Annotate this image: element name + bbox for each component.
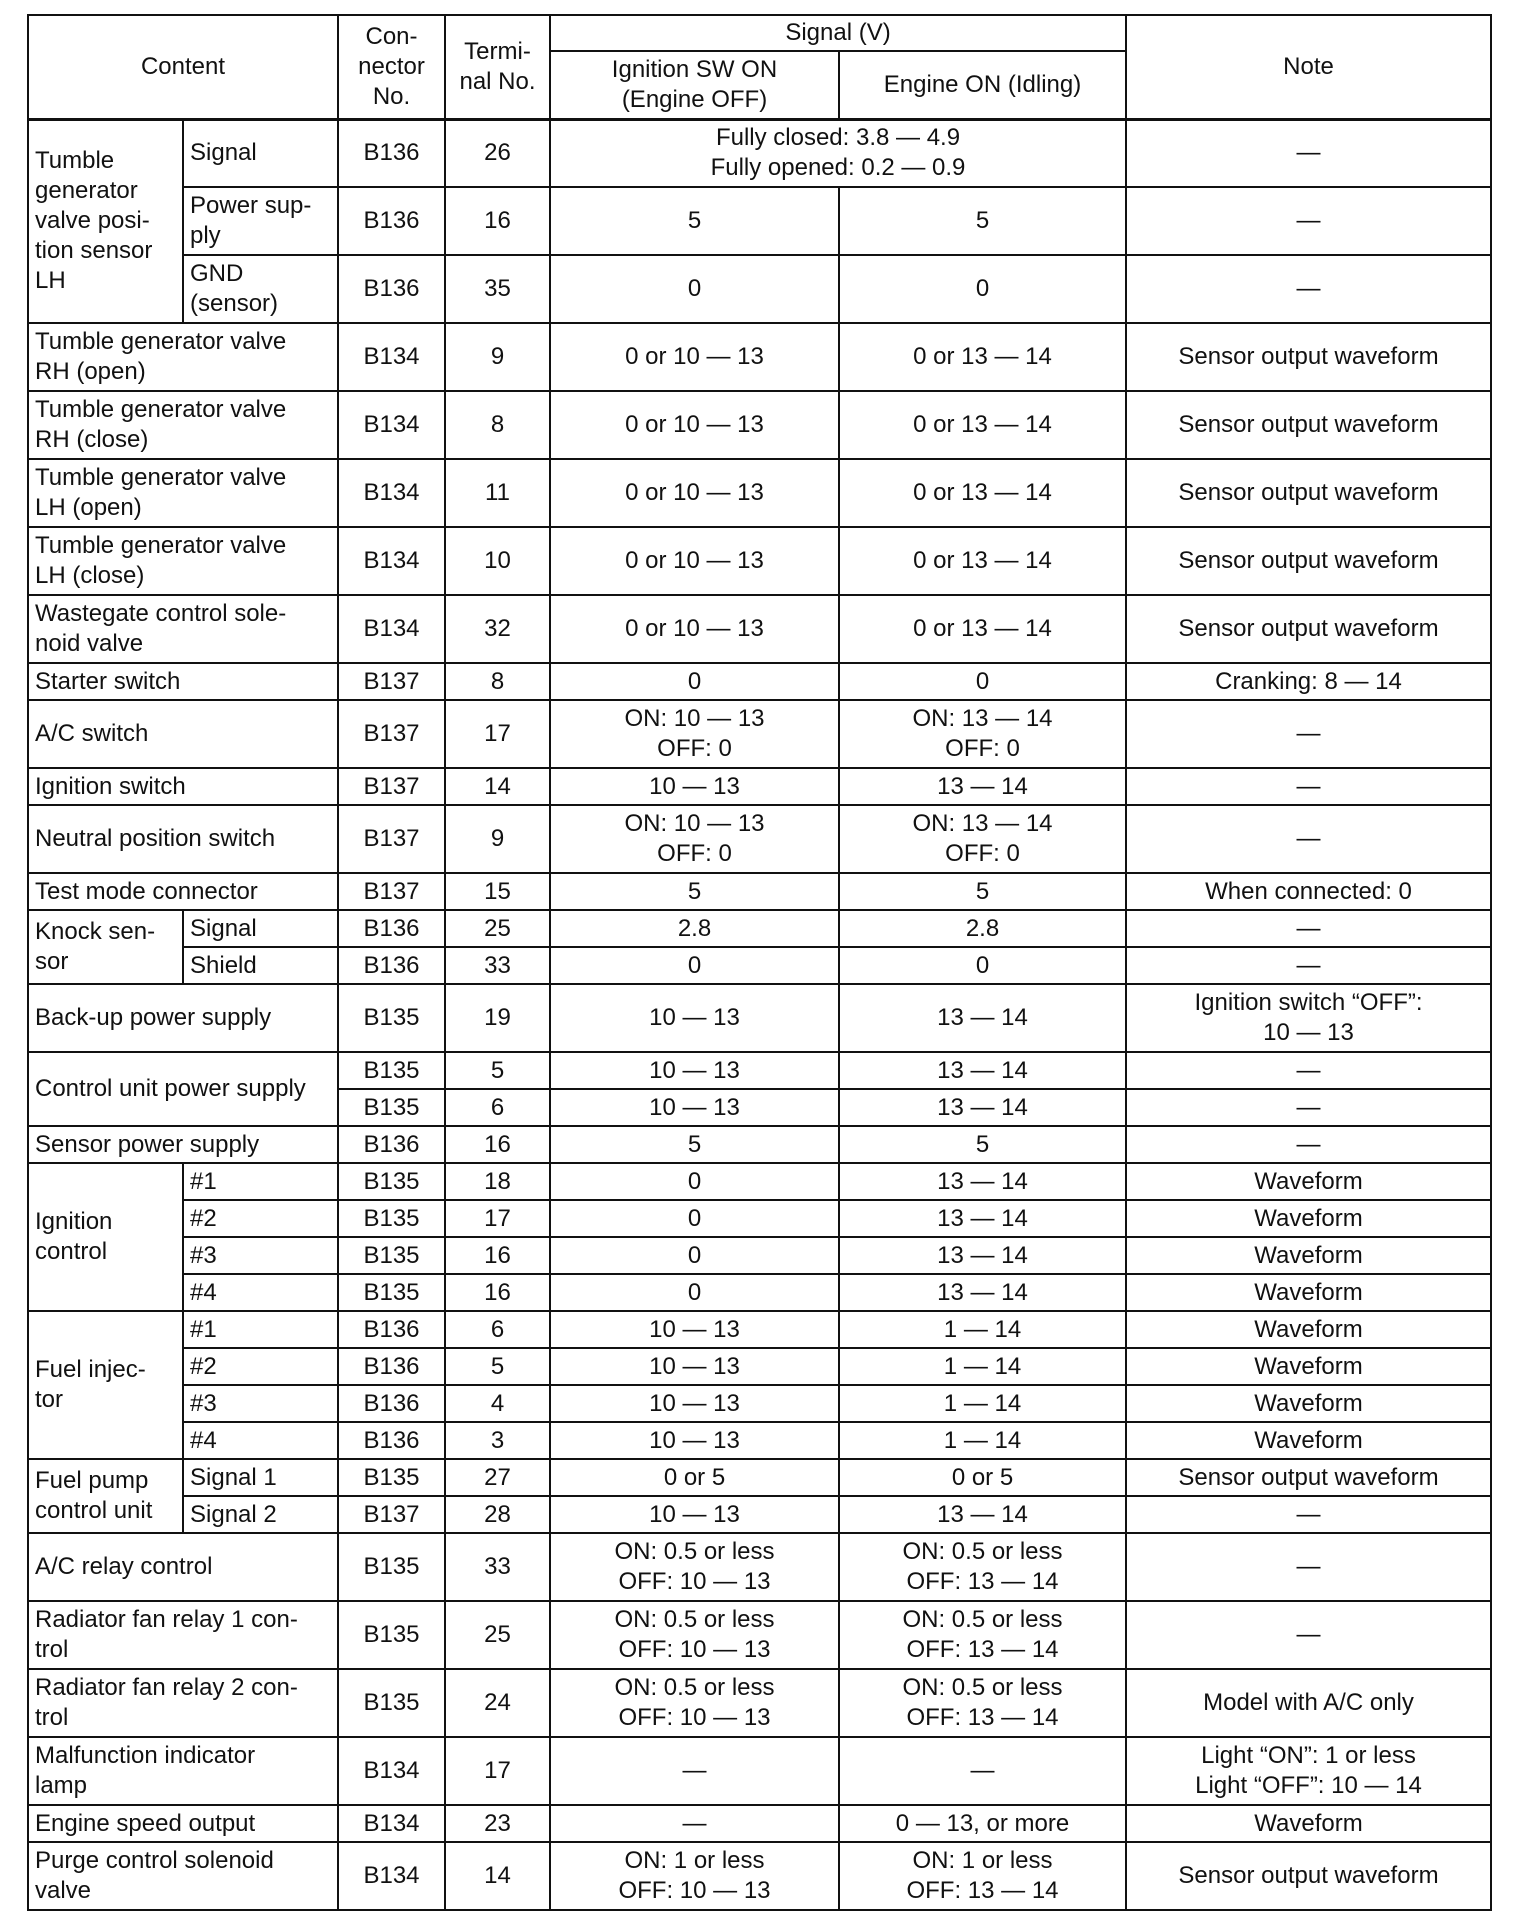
connector-cell: B137	[338, 768, 445, 805]
terminal-cell: 27	[445, 1459, 550, 1496]
row-label: Wastegate control sole- noid valve	[28, 595, 338, 663]
note-cell: Sensor output waveform	[1126, 459, 1491, 527]
note-cell: —	[1126, 805, 1491, 873]
connector-cell: B134	[338, 323, 445, 391]
note-cell: Waveform	[1126, 1163, 1491, 1200]
row-sub-label: Signal	[183, 119, 338, 187]
row-group-label: Knock sen- sor	[28, 910, 183, 984]
row-group-label: Ignition control	[28, 1163, 183, 1311]
connector-cell: B136	[338, 947, 445, 984]
row-sub-label: Power sup- ply	[183, 187, 338, 255]
connector-cell: B136	[338, 1126, 445, 1163]
ignition-on-cell: 0	[550, 1274, 839, 1311]
ignition-on-cell: 0	[550, 663, 839, 700]
ignition-on-cell: ON: 1 or less OFF: 10 — 13	[550, 1842, 839, 1910]
row-label: Tumble generator valve RH (open)	[28, 323, 338, 391]
table-row	[28, 1311, 1491, 1348]
connector-cell: B137	[338, 700, 445, 768]
note-cell: Waveform	[1126, 1422, 1491, 1459]
note-cell: —	[1126, 1496, 1491, 1533]
connector-cell: B135	[338, 1200, 445, 1237]
engine-on-cell: 5	[839, 1126, 1126, 1163]
connector-cell: B135	[338, 1274, 445, 1311]
connector-cell: B134	[338, 595, 445, 663]
note-cell: Waveform	[1126, 1311, 1491, 1348]
connector-cell: B137	[338, 873, 445, 910]
note-cell: Waveform	[1126, 1805, 1491, 1842]
ignition-on-cell: 10 — 13	[550, 1385, 839, 1422]
row-label: Radiator fan relay 1 con- trol	[28, 1601, 338, 1669]
terminal-cell: 8	[445, 663, 550, 700]
terminal-cell: 26	[445, 119, 550, 187]
note-cell: Ignition switch “OFF”: 10 — 13	[1126, 984, 1491, 1052]
ignition-on-cell: 10 — 13	[550, 1348, 839, 1385]
row-label: Test mode connector	[28, 873, 338, 910]
terminal-cell: 17	[445, 700, 550, 768]
table-row	[28, 1126, 1491, 1163]
connector-cell: B136	[338, 255, 445, 323]
table-row	[28, 1669, 1491, 1737]
engine-on-cell: 5	[839, 187, 1126, 255]
ignition-on-cell: 0 or 10 — 13	[550, 595, 839, 663]
row-sub-label: #4	[183, 1422, 338, 1459]
note-cell: —	[1126, 1533, 1491, 1601]
engine-on-cell: 0 or 13 — 14	[839, 527, 1126, 595]
ignition-on-cell: 0	[550, 1200, 839, 1237]
note-cell: Waveform	[1126, 1237, 1491, 1274]
engine-on-cell: ON: 0.5 or less OFF: 13 — 14	[839, 1669, 1126, 1737]
table-row	[28, 1842, 1491, 1910]
engine-on-cell: 0 or 13 — 14	[839, 459, 1126, 527]
row-sub-label: #2	[183, 1348, 338, 1385]
terminal-cell: 32	[445, 595, 550, 663]
engine-on-cell: 1 — 14	[839, 1311, 1126, 1348]
table-row	[28, 595, 1491, 663]
note-cell: —	[1126, 255, 1491, 323]
terminal-cell: 23	[445, 1805, 550, 1842]
note-cell: —	[1126, 910, 1491, 947]
row-sub-label: GND (sensor)	[183, 255, 338, 323]
row-label: Ignition switch	[28, 768, 338, 805]
note-cell: —	[1126, 119, 1491, 187]
row-sub-label: #1	[183, 1163, 338, 1200]
terminal-cell: 8	[445, 391, 550, 459]
engine-on-cell: 13 — 14	[839, 1089, 1126, 1126]
row-sub-label: Signal	[183, 910, 338, 947]
table-row	[28, 700, 1491, 768]
row-label: Back-up power supply	[28, 984, 338, 1052]
engine-on-cell: 0 or 13 — 14	[839, 323, 1126, 391]
table-row	[28, 391, 1491, 459]
row-label: Malfunction indicator lamp	[28, 1737, 338, 1805]
terminal-cell: 33	[445, 1533, 550, 1601]
connector-cell: B135	[338, 1089, 445, 1126]
ignition-on-cell: 0 or 10 — 13	[550, 459, 839, 527]
note-cell: Sensor output waveform	[1126, 391, 1491, 459]
note-cell: —	[1126, 1126, 1491, 1163]
engine-on-cell: ON: 0.5 or less OFF: 13 — 14	[839, 1601, 1126, 1669]
engine-on-cell: 1 — 14	[839, 1385, 1126, 1422]
connector-cell: B134	[338, 1737, 445, 1805]
connector-cell: B135	[338, 1459, 445, 1496]
terminal-cell: 16	[445, 187, 550, 255]
table-row	[28, 1237, 1491, 1274]
ignition-on-cell: ON: 0.5 or less OFF: 10 — 13	[550, 1601, 839, 1669]
engine-on-cell: ON: 13 — 14 OFF: 0	[839, 700, 1126, 768]
engine-on-cell: 13 — 14	[839, 768, 1126, 805]
connector-cell: B135	[338, 1669, 445, 1737]
connector-cell: B135	[338, 1533, 445, 1601]
ignition-on-cell: 10 — 13	[550, 1422, 839, 1459]
terminal-cell: 16	[445, 1126, 550, 1163]
row-label: Radiator fan relay 2 con- trol	[28, 1669, 338, 1737]
ignition-on-cell: 5	[550, 873, 839, 910]
terminal-cell: 18	[445, 1163, 550, 1200]
terminal-cell: 10	[445, 527, 550, 595]
connector-cell: B137	[338, 805, 445, 873]
table-row	[28, 187, 1491, 255]
engine-on-cell: 13 — 14	[839, 1200, 1126, 1237]
row-sub-label: Shield	[183, 947, 338, 984]
table-row	[28, 910, 1491, 947]
table-row	[28, 1052, 1491, 1089]
ignition-on-cell: 5	[550, 187, 839, 255]
terminal-cell: 5	[445, 1348, 550, 1385]
ignition-on-cell: 0 or 10 — 13	[550, 391, 839, 459]
ignition-on-cell: 0 or 5	[550, 1459, 839, 1496]
engine-on-cell: ON: 1 or less OFF: 13 — 14	[839, 1842, 1126, 1910]
row-group-label: Fuel pump control unit	[28, 1459, 183, 1533]
engine-on-cell: 0 or 13 — 14	[839, 391, 1126, 459]
header-connector-no: Con- nector No.	[338, 15, 445, 119]
row-label: Tumble generator valve RH (close)	[28, 391, 338, 459]
note-cell: When connected: 0	[1126, 873, 1491, 910]
connector-cell: B135	[338, 1237, 445, 1274]
row-sub-label: #3	[183, 1385, 338, 1422]
note-cell: Sensor output waveform	[1126, 1459, 1491, 1496]
connector-cell: B134	[338, 1805, 445, 1842]
connector-cell: B135	[338, 984, 445, 1052]
table-row	[28, 119, 1491, 187]
ignition-on-cell: 0 or 10 — 13	[550, 323, 839, 391]
connector-cell: B137	[338, 663, 445, 700]
terminal-cell: 6	[445, 1311, 550, 1348]
ignition-on-cell: 0	[550, 1237, 839, 1274]
table-row	[28, 323, 1491, 391]
row-label: Purge control solenoid valve	[28, 1842, 338, 1910]
connector-cell: B135	[338, 1052, 445, 1089]
terminal-cell: 14	[445, 768, 550, 805]
note-cell: —	[1126, 187, 1491, 255]
note-cell: —	[1126, 1052, 1491, 1089]
engine-on-cell: 13 — 14	[839, 1496, 1126, 1533]
row-sub-label: #2	[183, 1200, 338, 1237]
row-sub-label: #1	[183, 1311, 338, 1348]
note-cell: —	[1126, 768, 1491, 805]
connector-cell: B135	[338, 1163, 445, 1200]
terminal-cell: 19	[445, 984, 550, 1052]
row-sub-label: #3	[183, 1237, 338, 1274]
table-row	[28, 1459, 1491, 1496]
table-row	[28, 947, 1491, 984]
connector-cell: B135	[338, 1601, 445, 1669]
terminal-cell: 35	[445, 255, 550, 323]
row-group-label: Tumble generator valve posi- tion sensor LH	[28, 119, 183, 323]
engine-on-cell: 2.8	[839, 910, 1126, 947]
note-cell: —	[1126, 700, 1491, 768]
terminal-cell: 25	[445, 910, 550, 947]
table-row	[28, 1348, 1491, 1385]
terminal-cell: 16	[445, 1237, 550, 1274]
connector-cell: B136	[338, 187, 445, 255]
terminal-cell: 3	[445, 1422, 550, 1459]
note-cell: —	[1126, 1089, 1491, 1126]
connector-cell: B134	[338, 391, 445, 459]
terminal-cell: 4	[445, 1385, 550, 1422]
row-label: A/C switch	[28, 700, 338, 768]
engine-on-cell: 13 — 14	[839, 1052, 1126, 1089]
header-ignition-sw-on: Ignition SW ON (Engine OFF)	[550, 51, 839, 119]
header-signal-v: Signal (V)	[550, 15, 1126, 51]
note-cell: Waveform	[1126, 1348, 1491, 1385]
row-label: Sensor power supply	[28, 1126, 338, 1163]
row-label: Tumble generator valve LH (open)	[28, 459, 338, 527]
ignition-on-cell: 10 — 13	[550, 984, 839, 1052]
ignition-on-cell: ON: 10 — 13 OFF: 0	[550, 700, 839, 768]
engine-on-cell: 0 — 13, or more	[839, 1805, 1126, 1842]
header-engine-on: Engine ON (Idling)	[839, 51, 1126, 119]
header-row-1	[28, 15, 1491, 51]
ignition-on-cell: 2.8	[550, 910, 839, 947]
table-row	[28, 873, 1491, 910]
table-row	[28, 1601, 1491, 1669]
terminal-cell: 17	[445, 1200, 550, 1237]
engine-on-cell: 13 — 14	[839, 984, 1126, 1052]
connector-cell: B136	[338, 910, 445, 947]
note-cell: Cranking: 8 — 14	[1126, 663, 1491, 700]
engine-on-cell: 13 — 14	[839, 1237, 1126, 1274]
ecm-io-signal-table	[27, 14, 1492, 1911]
note-cell: Waveform	[1126, 1385, 1491, 1422]
row-label: Neutral position switch	[28, 805, 338, 873]
connector-cell: B134	[338, 527, 445, 595]
engine-on-cell: 0	[839, 947, 1126, 984]
engine-on-cell: 0	[839, 663, 1126, 700]
connector-cell: B137	[338, 1496, 445, 1533]
ignition-on-cell: 5	[550, 1126, 839, 1163]
terminal-cell: 15	[445, 873, 550, 910]
engine-on-cell: 0 or 5	[839, 1459, 1126, 1496]
terminal-cell: 5	[445, 1052, 550, 1089]
row-group-label: Fuel injec- tor	[28, 1311, 183, 1459]
ignition-on-cell: 0	[550, 255, 839, 323]
ignition-on-cell: 10 — 13	[550, 1311, 839, 1348]
row-sub-label: Signal 2	[183, 1496, 338, 1533]
note-cell: Model with A/C only	[1126, 1669, 1491, 1737]
engine-on-cell: ON: 0.5 or less OFF: 13 — 14	[839, 1533, 1126, 1601]
engine-on-cell: 0 or 13 — 14	[839, 595, 1126, 663]
note-cell: Sensor output waveform	[1126, 527, 1491, 595]
engine-on-cell: 0	[839, 255, 1126, 323]
note-cell: Waveform	[1126, 1274, 1491, 1311]
terminal-cell: 9	[445, 805, 550, 873]
connector-cell: B136	[338, 1348, 445, 1385]
table-row	[28, 527, 1491, 595]
table-row	[28, 1200, 1491, 1237]
ignition-on-cell: —	[550, 1805, 839, 1842]
ignition-on-cell: ON: 10 — 13 OFF: 0	[550, 805, 839, 873]
row-label: Tumble generator valve LH (close)	[28, 527, 338, 595]
terminal-cell: 25	[445, 1601, 550, 1669]
engine-on-cell: 1 — 14	[839, 1422, 1126, 1459]
terminal-cell: 14	[445, 1842, 550, 1910]
engine-on-cell: —	[839, 1737, 1126, 1805]
connector-cell: B134	[338, 459, 445, 527]
engine-on-cell: 13 — 14	[839, 1274, 1126, 1311]
terminal-cell: 24	[445, 1669, 550, 1737]
table-row	[28, 1496, 1491, 1533]
table-row	[28, 1385, 1491, 1422]
row-sub-label: Signal 1	[183, 1459, 338, 1496]
terminal-cell: 33	[445, 947, 550, 984]
ignition-on-cell: ON: 0.5 or less OFF: 10 — 13	[550, 1533, 839, 1601]
ignition-on-cell: 0	[550, 1163, 839, 1200]
terminal-cell: 16	[445, 1274, 550, 1311]
row-sub-label: #4	[183, 1274, 338, 1311]
connector-cell: B134	[338, 1842, 445, 1910]
engine-on-cell: 1 — 14	[839, 1348, 1126, 1385]
note-cell: Waveform	[1126, 1200, 1491, 1237]
ignition-on-cell: 10 — 13	[550, 1496, 839, 1533]
table-row	[28, 663, 1491, 700]
terminal-cell: 11	[445, 459, 550, 527]
table-row	[28, 805, 1491, 873]
terminal-cell: 17	[445, 1737, 550, 1805]
note-cell: Sensor output waveform	[1126, 323, 1491, 391]
table-row	[28, 1422, 1491, 1459]
engine-on-cell: ON: 13 — 14 OFF: 0	[839, 805, 1126, 873]
connector-cell: B136	[338, 1422, 445, 1459]
terminal-cell: 9	[445, 323, 550, 391]
ignition-on-cell: 10 — 13	[550, 768, 839, 805]
ignition-on-cell: 0 or 10 — 13	[550, 527, 839, 595]
terminal-cell: 28	[445, 1496, 550, 1533]
ignition-on-cell: 10 — 13	[550, 1089, 839, 1126]
row-label: Starter switch	[28, 663, 338, 700]
table-row	[28, 768, 1491, 805]
table-row	[28, 1737, 1491, 1805]
engine-on-cell: 13 — 14	[839, 1163, 1126, 1200]
ignition-on-cell: 10 — 13	[550, 1052, 839, 1089]
signal-merged-cell: Fully closed: 3.8 — 4.9 Fully opened: 0.2 — 0.9	[550, 119, 1126, 187]
note-cell: Sensor output waveform	[1126, 1842, 1491, 1910]
note-cell: —	[1126, 1601, 1491, 1669]
table-row	[28, 1274, 1491, 1311]
table-row	[28, 1163, 1491, 1200]
table-row	[28, 459, 1491, 527]
ignition-on-cell: 0	[550, 947, 839, 984]
connector-cell: B136	[338, 1311, 445, 1348]
ignition-on-cell: —	[550, 1737, 839, 1805]
row-label: Control unit power supply	[28, 1052, 338, 1126]
note-cell: —	[1126, 947, 1491, 984]
row-label: Engine speed output	[28, 1805, 338, 1842]
ignition-on-cell: ON: 0.5 or less OFF: 10 — 13	[550, 1669, 839, 1737]
connector-cell: B136	[338, 1385, 445, 1422]
header-content: Content	[28, 15, 338, 119]
table-row	[28, 1533, 1491, 1601]
header-note: Note	[1126, 15, 1491, 119]
table-row	[28, 984, 1491, 1052]
note-cell: Light “ON”: 1 or less Light “OFF”: 10 — 14	[1126, 1737, 1491, 1805]
connector-cell: B136	[338, 119, 445, 187]
table-row	[28, 1805, 1491, 1842]
table-row	[28, 255, 1491, 323]
note-cell: Sensor output waveform	[1126, 595, 1491, 663]
terminal-cell: 6	[445, 1089, 550, 1126]
header-terminal-no: Termi- nal No.	[445, 15, 550, 119]
row-label: A/C relay control	[28, 1533, 338, 1601]
engine-on-cell: 5	[839, 873, 1126, 910]
